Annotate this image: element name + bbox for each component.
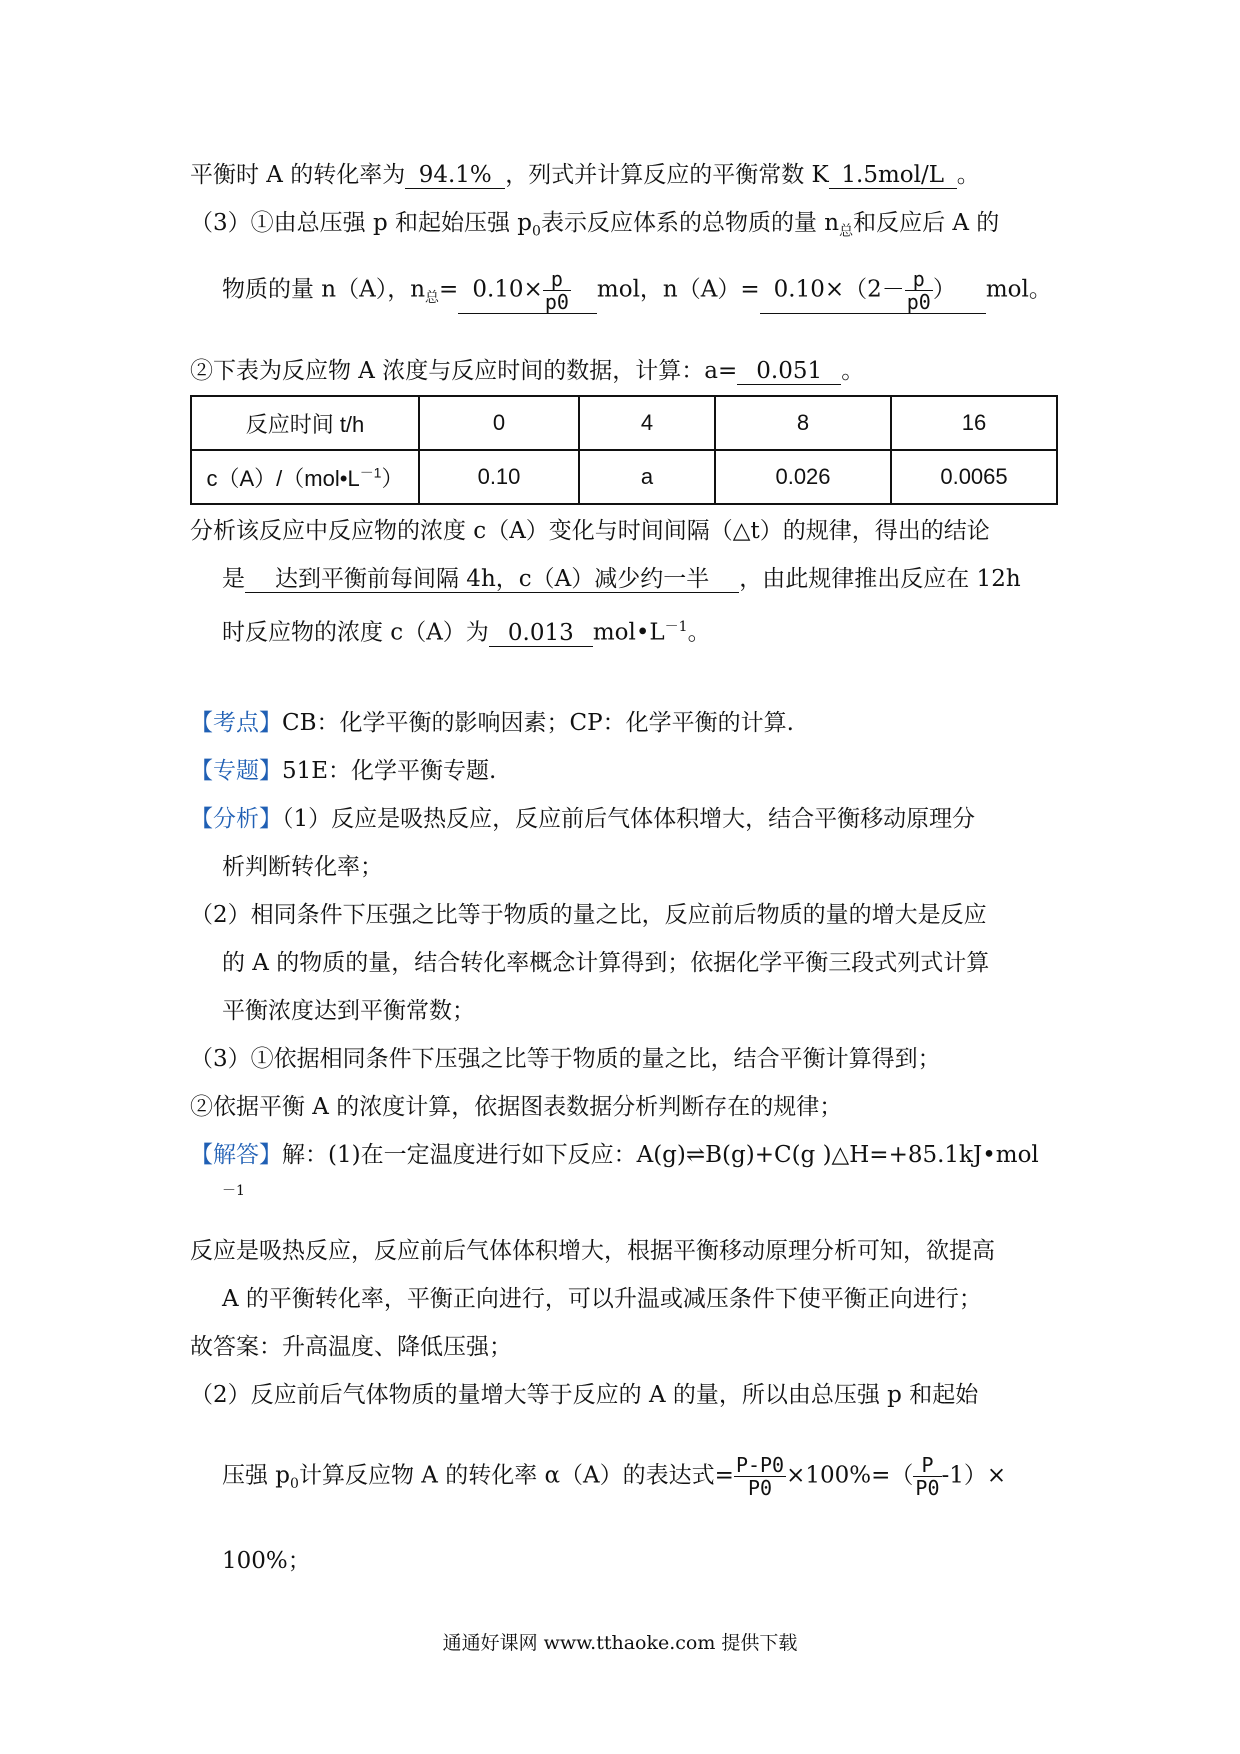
text: 。	[841, 358, 865, 384]
fraction-p-minus-p0-over-p0	[734, 1454, 786, 1499]
line-conclusion	[222, 564, 1021, 594]
text: ，由此规律推出反应在 12h	[739, 566, 1021, 592]
text: 。	[687, 619, 711, 646]
fraction-denominator: P0	[915, 1476, 940, 1500]
subscript: 0	[290, 1476, 299, 1493]
text: ，列式并计算反应的平衡常数 K	[505, 162, 829, 188]
jieda-line-3: A 的平衡转化率，平衡正向进行，可以升温或减压条件下使平衡正向进行；	[222, 1286, 982, 1312]
subscript: 总	[839, 223, 854, 240]
fraction-p-over-p0-2	[905, 268, 933, 313]
text: CB：化学平衡的影响因素；CP：化学平衡的计算.	[282, 710, 794, 736]
text: 0.10×	[472, 276, 543, 303]
text: ）	[381, 465, 404, 491]
answer-rule: 达到平衡前每间隔 4h，c（A）减少约一半	[245, 566, 739, 593]
table-header-cell: 4	[579, 396, 715, 450]
text: =	[439, 276, 459, 303]
answer-k: 1.5mol/L	[829, 162, 957, 189]
text: mol。	[985, 276, 1052, 303]
jieda-line-4: 故答案：升高温度、降低压强；	[190, 1334, 512, 1360]
fraction-denominator: p0	[544, 290, 569, 314]
fenxi-tag: 【分析】	[190, 806, 282, 832]
superscript: －1	[664, 619, 688, 635]
text: 51E：化学平衡专题.	[282, 758, 497, 784]
text: ）	[932, 276, 956, 303]
text: （1）反应是吸热反应，反应前后气体体积增大，结合平衡移动原理分	[282, 806, 976, 832]
table-header-cell: 16	[891, 396, 1057, 450]
superscript: －1	[359, 464, 382, 481]
text: 是	[222, 566, 245, 592]
fenxi-line-7: ②依据平衡 A 的浓度计算，依据图表数据分析判断存在的规律；	[190, 1094, 843, 1120]
fenxi-line-2: 析判断转化率；	[222, 854, 383, 880]
fraction-numerator: P	[913, 1454, 941, 1477]
text: 和反应后 A 的	[853, 210, 1000, 236]
fraction-denominator: P0	[747, 1476, 773, 1500]
jieda-line-7: 100%；	[222, 1548, 311, 1574]
fraction-denominator: p0	[906, 290, 931, 314]
jieda-line-5: （2）反应前后气体物质的量增大等于反应的 A 的量，所以由总压强 p 和起始	[190, 1382, 979, 1408]
line-conversion-rate	[190, 160, 980, 190]
fenxi-line-1	[190, 804, 975, 834]
zhuanti-line	[190, 756, 496, 786]
concentration-table	[190, 395, 1058, 505]
text: mol•L	[592, 619, 665, 646]
text: 解：(1)在一定温度进行如下反应：A(g)⇌B(g)+C(g )△H=+85.1kJ•mol	[282, 1142, 1039, 1168]
table-cell: 0.026	[715, 450, 891, 504]
text: 时反应物的浓度 c（A）为	[222, 619, 489, 646]
table-row-label	[191, 450, 419, 504]
line-12h-concentration	[222, 612, 711, 648]
subscript: 0	[532, 223, 541, 240]
footer-source: 通通好课网 www.tthaoke.com 提供下载	[442, 1632, 798, 1654]
line-compute-a	[190, 356, 864, 386]
jieda-line-6	[222, 1454, 1006, 1499]
text: （3）①由总压强 p 和起始压强 p	[190, 210, 533, 236]
answer-n-total	[458, 268, 597, 314]
text: ②下表为反应物 A 浓度与反应时间的数据，计算：a=	[190, 358, 738, 384]
jieda-line-2: 反应是吸热反应，反应前后气体体积增大，根据平衡移动原理分析可知，欲提高	[190, 1238, 995, 1264]
fraction-numerator: p	[905, 268, 933, 291]
text: 平衡时 A 的转化率为	[190, 162, 406, 188]
table-header-cell: 反应时间 t/h	[191, 396, 419, 450]
fraction-p-over-p0	[543, 268, 571, 313]
text: 。	[956, 162, 980, 188]
kaodian-tag: 【考点】	[190, 710, 282, 736]
fenxi-line-4: 的 A 的物质的量，结合转化率概念计算得到；依据化学平衡三段式列式计算	[222, 950, 990, 976]
table-cell: a	[579, 450, 715, 504]
fraction-numerator: p	[543, 268, 571, 291]
fraction-numerator: P-P0	[735, 1453, 785, 1477]
jieda-line-1	[190, 1140, 1039, 1170]
fenxi-line-3: （2）相同条件下压强之比等于物质的量之比，反应前后物质的量的增大是反应	[190, 902, 987, 928]
text: mol，n（A）=	[596, 276, 760, 303]
table-row	[191, 450, 1057, 504]
fenxi-line-5: 平衡浓度达到平衡常数；	[222, 998, 475, 1024]
text: -1）×	[941, 1462, 1007, 1489]
table-cell: 0.0065	[891, 450, 1057, 504]
zhuanti-tag: 【专题】	[190, 758, 282, 784]
answer-conversion: 94.1%	[405, 162, 505, 189]
fraction-p-over-p0-3	[913, 1454, 941, 1499]
text: 表示反应体系的总物质的量 n	[540, 210, 840, 236]
text: ×100%=（	[786, 1462, 914, 1489]
table-cell: 0.10	[419, 450, 579, 504]
table-header-cell: 0	[419, 396, 579, 450]
line-analysis: 分析该反应中反应物的浓度 c（A）变化与时间间隔（△t）的规律，得出的结论	[190, 518, 990, 544]
text: 物质的量 n（A），n	[222, 276, 426, 303]
text: 计算反应物 A 的转化率 α（A）的表达式=	[298, 1462, 734, 1489]
table-header-cell: 8	[715, 396, 891, 450]
subscript: 总	[425, 290, 440, 307]
line-total-moles	[222, 268, 1052, 314]
table-row	[191, 396, 1057, 450]
kaodian-line	[190, 708, 794, 738]
fenxi-line-6: （3）①依据相同条件下压强之比等于物质的量之比，结合平衡计算得到；	[190, 1046, 941, 1072]
text: c（A）/（mol•L	[206, 465, 360, 491]
answer-a: 0.051	[737, 358, 841, 385]
text: 0.10×（2－	[773, 276, 905, 303]
answer-12h: 0.013	[489, 620, 593, 647]
text: 压强 p	[222, 1462, 291, 1489]
line-question-3	[190, 208, 999, 247]
answer-n-a	[760, 268, 986, 314]
jieda-line-1-sup: －1	[222, 1183, 245, 1199]
jieda-tag: 【解答】	[190, 1142, 282, 1168]
